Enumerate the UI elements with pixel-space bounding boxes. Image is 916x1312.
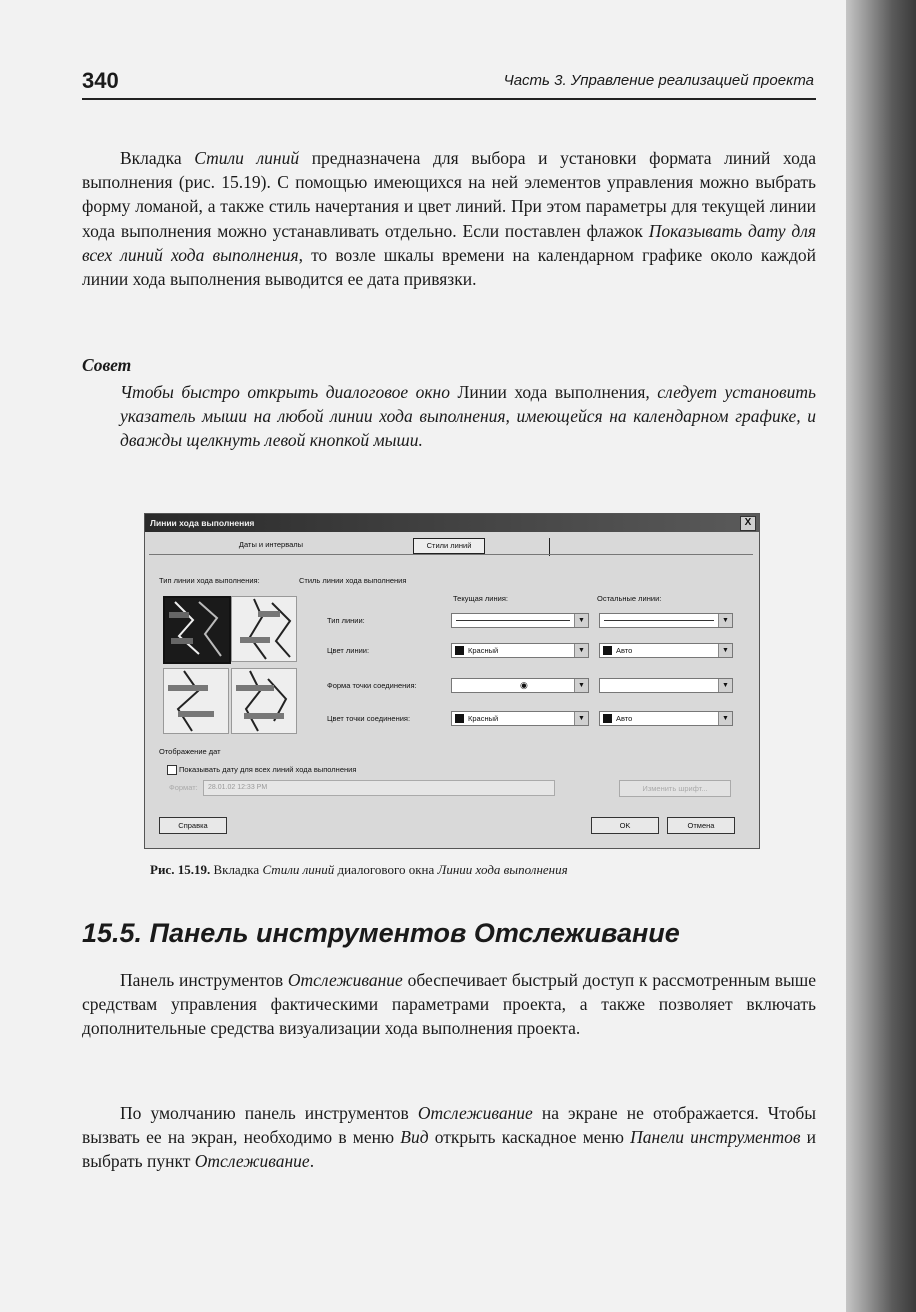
format-label: Формат: [169, 783, 198, 792]
section-heading: 15.5. Панель инструментов Отслеживание [82, 918, 680, 948]
dialog-title: Линии хода выполнения [150, 518, 255, 528]
header-rule [82, 98, 816, 100]
zigzag-icon [232, 597, 296, 661]
color-swatch [455, 646, 464, 655]
help-button[interactable]: Справка [159, 817, 227, 834]
tab-strip [149, 554, 753, 555]
italic-run: Чтобы быстро открыть диалоговое окно [120, 382, 450, 402]
current-line-color-select[interactable] [451, 643, 589, 658]
current-line-color-value: Красный [468, 646, 499, 655]
chevron-down-icon: ▼ [574, 712, 588, 725]
zigzag-icon [165, 598, 229, 662]
text-run: обеспечивает быстрый доступ к рассмотренным выше средствам управления фактическими параметрами проекта, а также позволяет включать дополнительные средства визуализации хода выполнения проекта. [82, 970, 816, 1039]
date-format-select[interactable] [203, 780, 555, 796]
date-display-group-label: Отображение дат [159, 747, 221, 756]
running-head: Часть 3. Управление реализацией проекта [503, 72, 814, 89]
point-shape-icon: ◉ [520, 680, 528, 690]
italic-run: Показывать дату для всех линий хода выполнения [82, 220, 816, 265]
text-run: и выбрать пункт [82, 1127, 816, 1172]
ok-button[interactable]: OK [591, 817, 659, 834]
zigzag-icon [232, 669, 296, 733]
color-swatch [603, 714, 612, 723]
italic-run: Стили линий [262, 862, 335, 877]
text-run: Линии хода выполнения [449, 382, 646, 402]
other-line-color-value: Авто [616, 646, 633, 655]
italic-run: Отслеживание [417, 1103, 533, 1123]
chevron-down-icon: ▼ [574, 644, 588, 657]
tip-body [120, 380, 816, 453]
page-number: 340 [82, 68, 119, 93]
line-type-group-label: Тип линии хода выполнения: [159, 576, 260, 585]
color-swatch [455, 714, 464, 723]
line-style-group-label: Стиль линии хода выполнения [299, 576, 407, 585]
current-line-column-label: Текущая линия: [453, 594, 508, 603]
line-type-option-4[interactable] [231, 668, 297, 734]
tab-dates-intervals[interactable]: Даты и интервалы [238, 540, 304, 549]
progress-lines-dialog [144, 513, 760, 849]
line-type-option-2[interactable] [231, 596, 297, 662]
italic-run: Вид [400, 1127, 429, 1148]
close-icon[interactable]: X [740, 516, 756, 531]
show-date-checkbox-label: Показывать дату для всех линий хода выполнения [179, 765, 357, 774]
line-type-thumbnails [163, 596, 299, 734]
point-shape-label: Форма точки соединения: [327, 681, 417, 690]
point-color-label: Цвет точки соединения: [327, 714, 411, 723]
other-lines-column-label: Остальные линии: [597, 594, 662, 603]
tab-line-styles[interactable]: Стили линий [413, 538, 485, 554]
italic-run: Отслеживание [194, 1151, 310, 1172]
italic-run: , следует установить указатель мыши на любой линии хода выполнения, имеющейся на календарном графике, и дважды щелкнуть левой кнопкой мыши. [120, 382, 816, 451]
cancel-button[interactable]: Отмена [667, 817, 735, 834]
chevron-down-icon: ▼ [718, 679, 732, 692]
current-point-shape-select[interactable] [451, 678, 589, 693]
text-run: Вкладка [210, 862, 263, 877]
italic-run: Отслеживание [287, 970, 403, 990]
text-run: предназначена для выбора и установки формата линий хода выполнения (рис. 15.19). С помощью имеющихся на ней элементов управления можно выбрать форму ломаной, а также стиль начертания и цвет линий. При этом параметры для текущей линии хода выполнения можно устанавливать отдельно. Если поставлен флажок [82, 148, 816, 241]
other-point-color-select[interactable] [599, 711, 733, 726]
text-run: . [309, 1151, 315, 1172]
chevron-down-icon: ▼ [574, 614, 588, 627]
paragraph-default-toolbar [82, 1101, 816, 1174]
text-run: диалогового окна [334, 862, 438, 877]
current-point-color-value: Красный [468, 714, 499, 723]
zigzag-icon [164, 669, 228, 733]
chevron-down-icon: ▼ [718, 644, 732, 657]
chevron-down-icon: ▼ [718, 712, 732, 725]
change-font-button[interactable]: Изменить шрифт... [619, 780, 731, 797]
chevron-down-icon: ▼ [574, 679, 588, 692]
solid-line-icon [456, 620, 570, 621]
book-spine-shadow [838, 0, 916, 1312]
other-point-shape-select[interactable] [599, 678, 733, 693]
current-line-type-select[interactable] [451, 613, 589, 628]
paragraph-line-styles [82, 146, 816, 291]
dialog-titlebar [145, 514, 759, 532]
line-color-label: Цвет линии: [327, 646, 370, 655]
date-format-value: 28.01.02 12:33 PM [208, 784, 268, 791]
text-run: , то возле шкалы времени на календарном графике около каждой линии хода выполнения выводится ее дата привязки. [82, 244, 816, 290]
line-type-option-1[interactable] [163, 596, 231, 664]
caption-number: Рис. 15.19. [150, 862, 211, 877]
solid-line-icon [604, 620, 714, 621]
chevron-down-icon: ▼ [718, 614, 732, 627]
text-run: на экране не отображается. Чтобы вызвать ее на экран, необходимо в меню [82, 1103, 817, 1148]
tip-label: Совет [82, 355, 132, 375]
italic-run: Панели инструментов [630, 1127, 801, 1148]
other-line-color-select[interactable] [599, 643, 733, 658]
other-point-color-value: Авто [616, 714, 633, 723]
text-run: По умолчанию панель инструментов [120, 1103, 418, 1123]
color-swatch [603, 646, 612, 655]
line-type-label: Тип линии: [327, 616, 365, 625]
other-line-type-select[interactable] [599, 613, 733, 628]
italic-run: Стили линий [194, 148, 300, 168]
line-type-option-3[interactable] [163, 668, 229, 734]
paragraph-tracking-toolbar [82, 968, 816, 1041]
text-run: Панель инструментов [120, 970, 288, 990]
text-run: открыть каскадное меню [428, 1127, 631, 1148]
figure-caption [150, 862, 568, 878]
text-run: Вкладка [120, 148, 195, 168]
current-point-color-select[interactable] [451, 711, 589, 726]
italic-run: Линии хода выполнения [437, 862, 568, 877]
show-date-checkbox[interactable] [167, 765, 177, 775]
